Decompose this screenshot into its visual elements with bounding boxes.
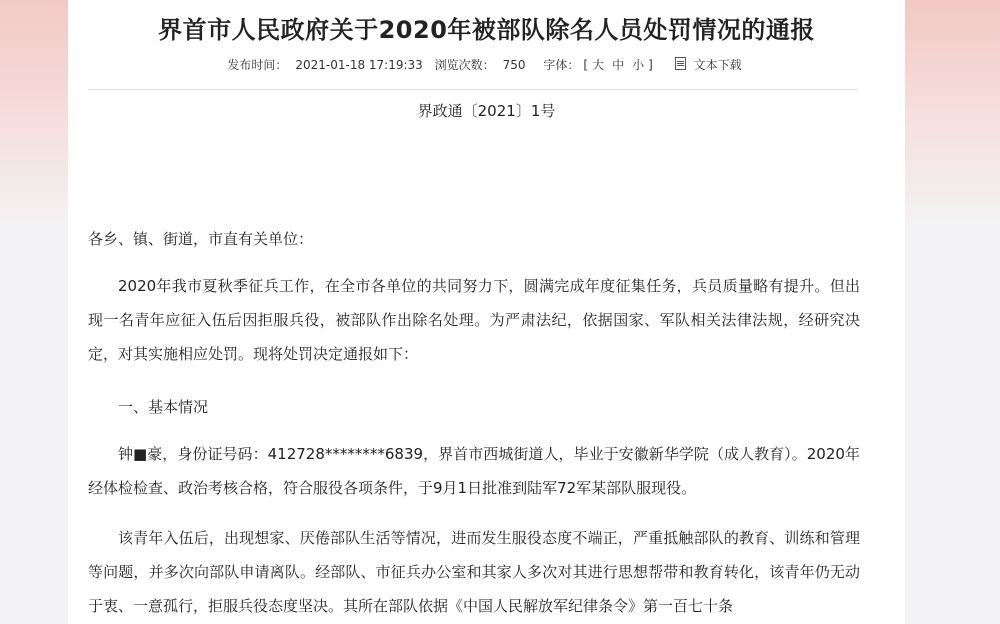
paragraph-intro: 2020年我市夏秋季征兵工作，在全市各单位的共同努力下，圆满完成年度征集任务，兵员质量略有提升。但出现一名青年应征入伍后因拒服兵役，被部队作出除名处理。为严肃法纪，依据国家、军队相关法律法规，经研究决定，对其实施相应处罚。现将处罚决定通报如下： [88, 277, 860, 363]
font-size-label: 字体： [543, 58, 580, 72]
paragraph-person-info: 钟■豪，身份证号码：412728********6839，界首市西城街道人，毕业于安徽新华学院（成人教育）。2020年经体检检查、政治考核合格，符合服役各项条件，于9月1日批准到陆军72军某部队服现役。 [88, 445, 860, 497]
views-count: 750 [502, 58, 526, 72]
font-size-small-button[interactable]: 小 [632, 58, 645, 72]
publish-time: 2021-01-18 17:19:33 [295, 58, 423, 72]
font-bracket-close: ] [648, 58, 653, 72]
section-heading-basic-info: 一、基本情况 [118, 398, 209, 416]
document-number: 界政通〔2021〕1号 [417, 102, 556, 120]
salutation: 各乡、镇、街道，市直有关单位： [88, 230, 314, 248]
page-background-left [0, 0, 68, 624]
paragraph-details: 该青年入伍后，出现想家、厌倦部队生活等情况，进而发生服役态度不端正，严重抵触部队的教育、训练和管理等问题，并多次向部队申请离队。经部队、市征兵办公室和其家人多次对其进行思想帮带和教育转化，该青年仍无动于衷、一意孤行，拒服兵役态度坚决。其所在部队依据《中国人民解放军纪律条令》第一百七十条 [88, 529, 860, 615]
font-size-medium-button[interactable]: 中 [612, 58, 625, 72]
text-download-link[interactable] [671, 58, 746, 72]
publish-time-label: 发布时间： [227, 58, 288, 72]
views-label: 浏览次数： [434, 58, 495, 72]
article-meta [68, 56, 905, 73]
document-icon [675, 57, 686, 70]
text-download-label: 文本下载 [693, 58, 742, 72]
font-bracket-open: [ [583, 58, 589, 72]
page-background-right [905, 0, 1000, 624]
article-container [68, 0, 905, 624]
header-divider [88, 89, 858, 90]
font-size-large-button[interactable]: 大 [592, 58, 605, 72]
article-title: 界首市人民政府关于2020年被部队除名人员处罚情况的通报 [158, 16, 815, 44]
